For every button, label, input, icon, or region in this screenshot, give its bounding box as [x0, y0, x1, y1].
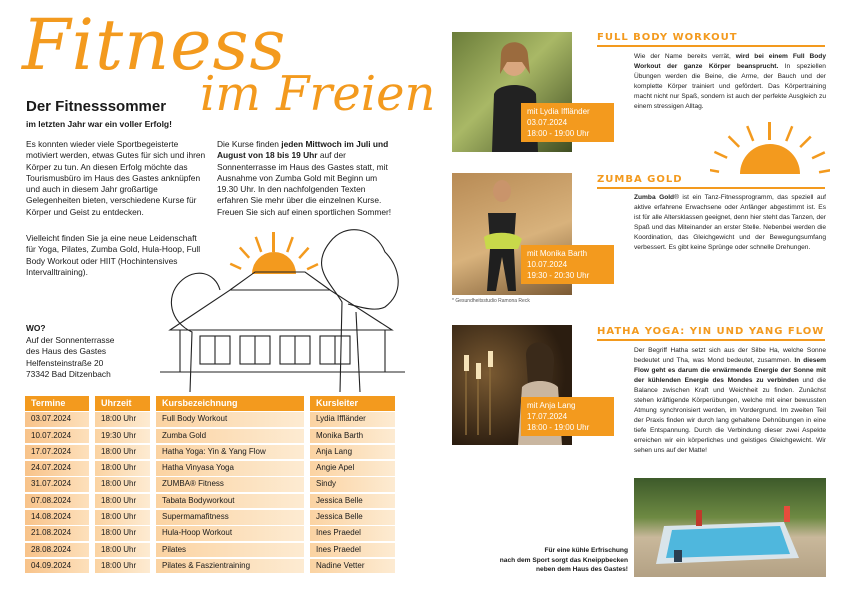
location-line: 73342 Bad Ditzenbach	[26, 369, 111, 379]
table-cell: 10.07.2024	[25, 429, 89, 444]
table-row	[25, 510, 401, 526]
section-text-hatha: Der Begriff Hatha setzt sich aus der Silbe Ha, welche Sonne bedeutet und Tha, was Mond bedeutet, zusammen. In diesem Flow geht es darum die erwärmende Energie der Sonne mit der kühlenden Energie des Mondes zu verbinden und die Balance zwischen Kraft und Weichheit zu finden. Zunächst stehen kräftigende Körperübungen, welche mit einer bewussten Atmung synchronisiert werden, im Vordergrund. Im zweiten Teil der Praxis finden wir durch lang gehaltene Dehnübungen in eine tiefe Entspannung. Durch die Verbindung dieser zwei Aspekte erreichen wir ein körperliches und geistiges Gleichgewicht. Wir sehen uns auf der Matte!	[634, 347, 826, 454]
table-cell: 18:00 Uhr	[95, 543, 150, 558]
caption-line: nach dem Sport sorgt das Kneippbecken	[499, 556, 628, 564]
table-header-cell: Uhrzeit	[95, 396, 150, 411]
section-text-zumba: Zumba Gold® ist ein Tanz-Fitnessprogramm, das speziell auf aktive erfahrene Erwachsene oder Anfänger abgestimmt ist. Es ist für alle Altersklassen geeignet, denn hier steht das Tanzen, der Spaß und das Miteinander an erster Stelle. Nebenbei werden die Koordination, das Gleichgewicht und der Bewegungsumfang verbessert. Es gibt keine Sprünge oder schnelle Drehungen.	[634, 194, 826, 251]
table-cell: 18:00 Uhr	[95, 559, 150, 574]
kneipp-pool-photo	[634, 478, 826, 577]
table-cell: Lydia Iffländer	[310, 412, 395, 427]
instructor-name: mit Monika Barth	[527, 249, 588, 258]
table-cell: 18:00 Uhr	[95, 477, 150, 492]
intro-paragraph-1: Es konnten wieder viele Sportbegeisterte motiviert werden, etwas Gutes für sich und ihren Körper zu tun. An diesen Erfolg möchte das Tourismusbüro im Haus des Gastes anknüpfen und auch in diesem Jahr großartige Gelegenheiten bieten, verschiedene Kurse für Körper und Geist zu entdecken.	[26, 139, 206, 217]
class-time: 18:00 - 19:00 Uhr	[527, 423, 590, 432]
table-cell: Hula-Hoop Workout	[156, 526, 304, 541]
class-date: 17.07.2024	[527, 412, 568, 421]
photo-tag-monika	[521, 245, 614, 284]
table-row	[25, 543, 401, 559]
title-fitness: Fitness	[22, 4, 287, 86]
table-row	[25, 526, 401, 542]
pool-icon	[634, 478, 826, 577]
photo-credit: * Gesundheitsstudio Ramona Reck	[452, 298, 530, 304]
section-divider	[597, 45, 825, 47]
intro-paragraph-2: Vielleicht finden Sie ja eine neue Leidenschaft für Yoga, Pilates, Zumba Gold, Hula-Hoop, Full Body Workout oder HIIT (Hochintensives Intervalltraining).	[26, 233, 201, 277]
photo-tag-anja	[521, 397, 614, 436]
table-cell: Anja Lang	[310, 445, 395, 460]
table-cell: 18:00 Uhr	[95, 445, 150, 460]
table-cell: 03.07.2024	[25, 412, 89, 427]
table-cell: Angie Apel	[310, 461, 395, 476]
location-line: des Haus des Gastes	[26, 346, 107, 356]
table-cell: 14.08.2024	[25, 510, 89, 525]
table-cell: Sindy	[310, 477, 395, 492]
table-cell: 18:00 Uhr	[95, 461, 150, 476]
table-cell: 28.08.2024	[25, 543, 89, 558]
location-block	[26, 323, 176, 381]
table-cell: Pilates	[156, 543, 304, 558]
section-divider	[597, 339, 825, 341]
table-cell: 21.08.2024	[25, 526, 89, 541]
table-cell: Hatha Vinyasa Yoga	[156, 461, 304, 476]
table-cell: Pilates & Faszientraining	[156, 559, 304, 574]
table-cell: Zumba Gold	[156, 429, 304, 444]
table-cell: 04.09.2024	[25, 559, 89, 574]
table-cell: 07.08.2024	[25, 494, 89, 509]
photo-tag-lydia	[521, 103, 614, 142]
table-cell: 18:00 Uhr	[95, 510, 150, 525]
class-date: 03.07.2024	[527, 118, 568, 127]
sun-icon	[230, 232, 319, 274]
table-cell: Full Body Workout	[156, 412, 304, 427]
section-text-full-body: Wie der Name bereits verrät, wird bei einem Full Body Workout der ganze Körper beansprucht. In speziellen Übungen werden die Beine, die Arme, der Bauch und der komplette Körper trainiert und gefördert. Das Körpertraining macht nicht nur Spaß, sondern ist auch der perfekte Ausgleich zu einem stressigen Alltag.	[634, 53, 826, 110]
table-row	[25, 445, 401, 461]
table-cell: Jessica Belle	[310, 494, 395, 509]
table-cell: Ines Praedel	[310, 543, 395, 558]
table-cell: 31.07.2024	[25, 477, 89, 492]
table-cell: Jessica Belle	[310, 510, 395, 525]
location-label: WO?	[26, 323, 46, 333]
caption-line: Für eine kühle Erfrischung	[544, 547, 628, 554]
house-illustration	[160, 212, 405, 397]
pool-caption	[470, 546, 628, 575]
intro-heading: Der Fitnesssommer	[26, 98, 167, 115]
table-cell: 18:00 Uhr	[95, 526, 150, 541]
location-line: Auf der Sonnenterrasse	[26, 334, 115, 345]
class-time: 19:30 - 20:30 Uhr	[527, 271, 590, 280]
table-row	[25, 412, 401, 428]
table-row	[25, 461, 401, 477]
table-cell: Hatha Yoga: Yin & Yang Flow	[156, 445, 304, 460]
table-cell: 18:00 Uhr	[95, 494, 150, 509]
table-cell: ZUMBA® Fitness	[156, 477, 304, 492]
class-date: 10.07.2024	[527, 260, 568, 269]
class-time: 18:00 - 19:00 Uhr	[527, 129, 590, 138]
table-cell: Ines Praedel	[310, 526, 395, 541]
table-cell: 17.07.2024	[25, 445, 89, 460]
table-row	[25, 429, 401, 445]
schedule-table	[25, 396, 401, 575]
location-line: Helfensteinstraße 20	[26, 357, 104, 368]
table-cell: 19:30 Uhr	[95, 429, 150, 444]
table-cell: 24.07.2024	[25, 461, 89, 476]
table-cell: 18:00 Uhr	[95, 412, 150, 427]
table-cell: Monika Barth	[310, 429, 395, 444]
table-row	[25, 559, 401, 575]
table-header-cell: Termine	[25, 396, 89, 411]
sunrise-icon	[710, 122, 830, 174]
table-header-cell: Kursleiter	[310, 396, 395, 411]
instructor-name: mit Lydia Iffländer	[527, 107, 590, 116]
table-header-row	[25, 396, 401, 412]
table-row	[25, 494, 401, 510]
title-im-freien: im Freien	[200, 66, 436, 122]
table-cell: Supermamafitness	[156, 510, 304, 525]
table-row	[25, 477, 401, 493]
intro-paragraph-3: Die Kurse finden jeden Mittwoch im Juli und August von 18 bis 19 Uhr auf der Sonnenterrasse im Haus des Gastes statt, mit Ausnahme von Zumba Gold mit Beginn um 19.30 Uhr. In den nachfolgenden Texten erfahren Sie mehr über die einzelnen Kurse. Freuen Sie sich auf einen sportlichen Sommer!	[217, 139, 392, 217]
intro-subheading: im letzten Jahr war ein voller Erfolg!	[26, 119, 172, 129]
caption-line: neben dem Haus des Gastes!	[536, 566, 628, 573]
section-heading-hatha: HATHA YOGA: YIN UND YANG FLOW	[597, 326, 825, 337]
section-heading-zumba: ZUMBA GOLD	[597, 174, 683, 185]
section-heading-full-body: FULL BODY WORKOUT	[597, 32, 738, 43]
section-divider	[597, 187, 825, 189]
table-header-cell: Kursbezeichnung	[156, 396, 304, 411]
instructor-name: mit Anja Lang	[527, 401, 576, 410]
table-cell: Nadine Vetter	[310, 559, 395, 574]
table-cell: Tabata Bodyworkout	[156, 494, 304, 509]
